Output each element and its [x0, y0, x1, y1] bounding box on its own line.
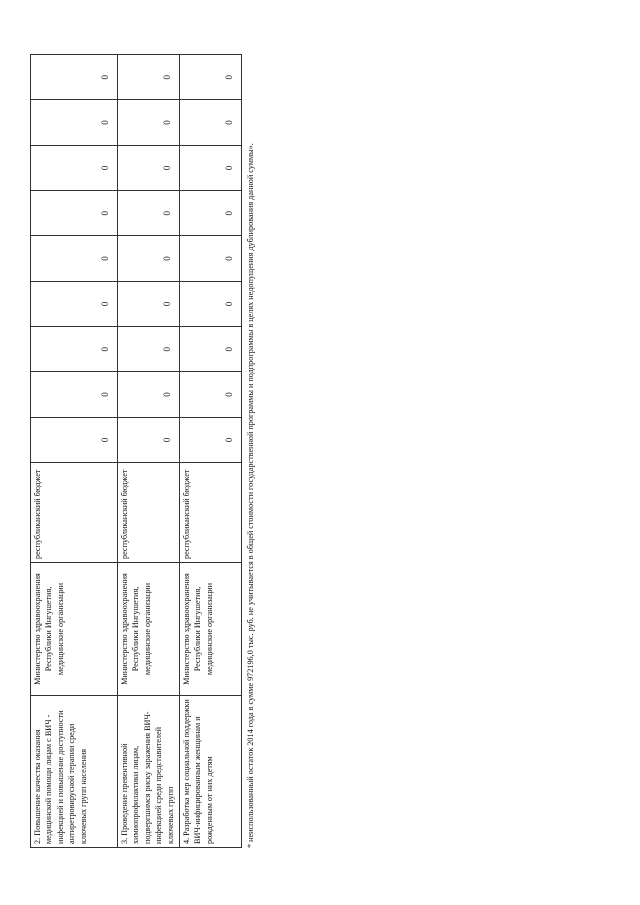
- measure-name-cell: 4. Разработка мер социальной поддержки ВИЧ-инфицированным женщинам и рожденным от них детям: [180, 696, 242, 848]
- value-cell: 0: [118, 145, 180, 190]
- value-cell: 0: [118, 372, 180, 417]
- value-cell: 0: [180, 191, 242, 236]
- table-row: [31, 55, 118, 848]
- value-cell: 0: [118, 55, 180, 100]
- value-cell: 0: [118, 417, 180, 462]
- value-cell: 0: [31, 417, 118, 462]
- value-cell: 0: [180, 372, 242, 417]
- value-cell: 0: [31, 191, 118, 236]
- funding-source-cell: республиканский бюджет: [118, 463, 180, 563]
- value-cell: 0: [180, 417, 242, 462]
- value-cell: 0: [31, 281, 118, 326]
- value-cell: 0: [118, 236, 180, 281]
- program-table: [30, 54, 242, 848]
- value-cell: 0: [31, 372, 118, 417]
- value-cell: 0: [31, 100, 118, 145]
- executor-cell: Министерство здравоохранения Республики Ингушетия, медицинские организации: [180, 563, 242, 696]
- value-cell: 0: [118, 100, 180, 145]
- value-cell: 0: [180, 327, 242, 372]
- value-cell: 0: [118, 191, 180, 236]
- value-cell: 0: [31, 327, 118, 372]
- funding-source-cell: республиканский бюджет: [31, 463, 118, 563]
- value-cell: 0: [118, 281, 180, 326]
- rotated-content: [30, 54, 258, 848]
- value-cell: 0: [118, 327, 180, 372]
- table-row: [180, 55, 242, 848]
- value-cell: 0: [180, 281, 242, 326]
- value-cell: 0: [31, 236, 118, 281]
- value-cell: 0: [180, 236, 242, 281]
- value-cell: 0: [31, 145, 118, 190]
- table-row: [118, 55, 180, 848]
- funding-source-cell: республиканский бюджет: [180, 463, 242, 563]
- measure-name-cell: 3. Проведение превентивной химиопрофилактики лицам, подвергшимся риску заражения ВИЧ-инфекцией среди представителей ключевых групп: [118, 696, 180, 848]
- executor-cell: Министерство здравоохранения Республики Ингушетия, медицинские организации: [118, 563, 180, 696]
- value-cell: 0: [180, 100, 242, 145]
- value-cell: 0: [180, 145, 242, 190]
- executor-cell: Министерство здравоохранения Республики Ингушетия, медицинские организации: [31, 563, 118, 696]
- measure-name-cell: 2. Повышение качества оказания медицинской помощи лицам с ВИЧ - инфекцией и повышение доступности антиретровирусной терапии среди ключевых групп населения: [31, 696, 118, 848]
- value-cell: 0: [31, 55, 118, 100]
- footnote: * неиспользованный остаток 2014 года в сумме 972196,0 тыс. руб. не учитывается в общей стоимости государственной программы и подпрограммы в целях недопущения дублирования данной суммы».: [246, 143, 255, 848]
- value-cell: 0: [180, 55, 242, 100]
